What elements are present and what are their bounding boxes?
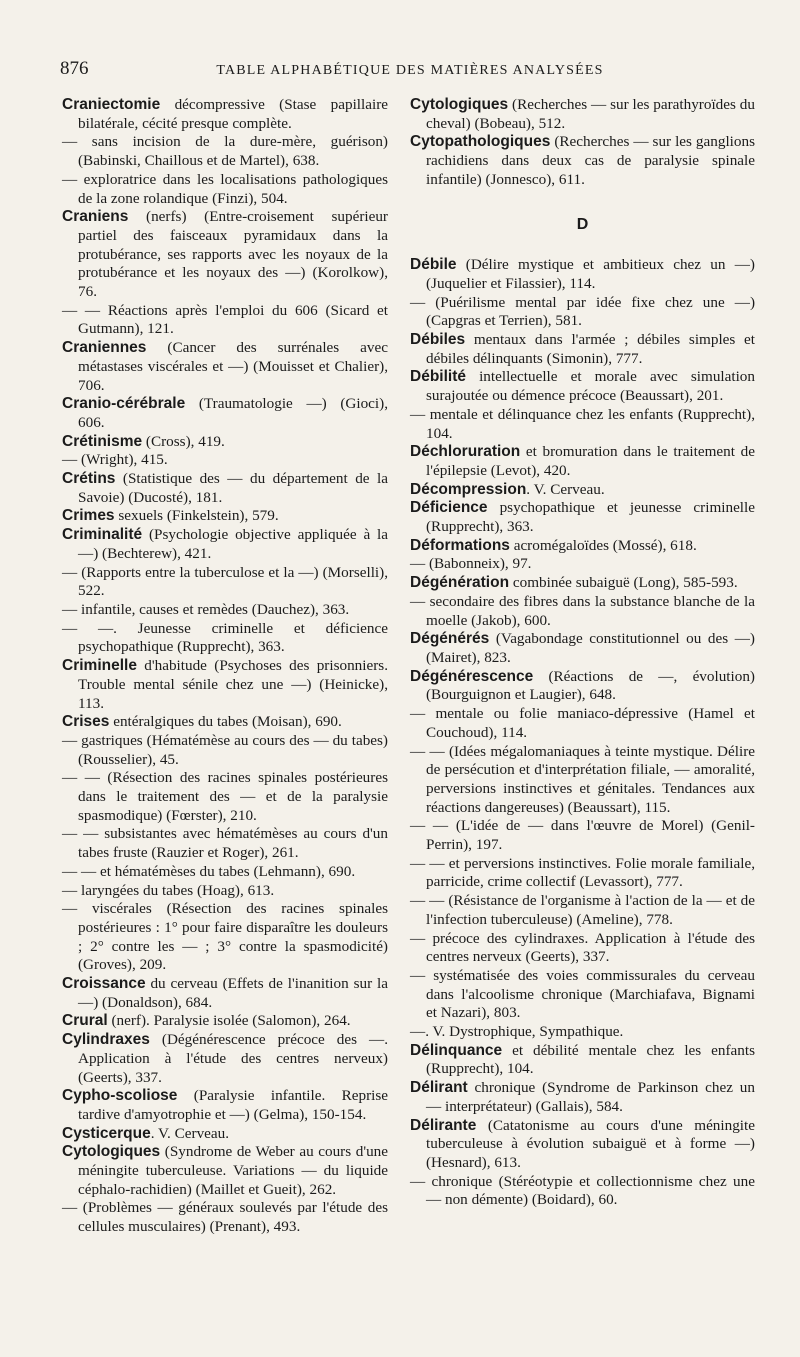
entry-text: (Réactions de —, évolution) (Bourguignon et Laugier), 648.: [426, 667, 755, 704]
entry-headword: Décompression: [410, 480, 527, 498]
index-entry: [62, 732, 388, 769]
entry-headword: Dégénérescence: [410, 667, 534, 685]
index-entry: [62, 769, 388, 825]
entry-text: — (Wright), 415.: [62, 451, 168, 469]
running-title: TABLE ALPHABÉTIQUE DES MATIÈRES ANALYSÉES: [216, 63, 604, 78]
entry-headword: Crimes: [62, 507, 115, 525]
entry-headword: Crétinisme: [62, 432, 143, 450]
entry-text: sexuels (Finkelstein), 579.: [114, 507, 279, 525]
index-entry: [410, 668, 755, 705]
index-entry: [410, 967, 755, 1023]
entry-text: entéralgiques du tabes (Moisan), 690.: [109, 713, 342, 731]
entry-text: (nerfs) (Entre-croisement supérieur partiel des faisceaux pyramidaux dans la protubérance, ses rapports avec les noyaux de la protubérance et les noyaux des —) (Korolkow), 76.: [78, 208, 388, 301]
entry-text: décompressive (Stase papillaire bilatérale, cécité presque complète.: [78, 96, 388, 132]
entry-headword: Craniennes: [62, 339, 147, 357]
index-entry: [62, 601, 388, 620]
index-entry: [62, 96, 388, 133]
entry-text: — (Rapports entre la tuberculose et la —) (Morselli), 522.: [62, 563, 388, 600]
entry-text: — mentale ou folie maniaco-dépressive (Hamel et Couchoud), 114.: [410, 705, 755, 741]
entry-headword: Craniectomie: [62, 96, 161, 113]
entry-text: (Vagabondage constitutionnel ou des —) (Mairet), 823.: [426, 630, 755, 666]
index-entry: [410, 331, 755, 368]
entry-text: — (Problèmes — généraux soulevés par l'étude des cellules musculaires) (Prenant), 493.: [62, 1199, 388, 1236]
entry-text: chronique (Syndrome de Parkinson chez un — interprétateur) (Gallais), 584.: [426, 1079, 755, 1115]
index-entry: [62, 863, 388, 882]
entry-text: (Psychologie objective appliquée à la —) (Bechterew), 421.: [78, 526, 388, 562]
entry-text: (Catatonisme au cours d'une méningite tuberculeuse à évolution subaiguë et à forme —) (Hesnard), 613.: [426, 1116, 755, 1171]
right-column-bottom-entries: [410, 256, 755, 1210]
index-entry: [62, 825, 388, 862]
entry-headword: Croissance: [62, 975, 146, 993]
entry-headword: Cylindraxes: [62, 1031, 150, 1049]
entry-text: (Recherches — sur les ganglions rachidiens dans deux cas de paralysie spinale infantile) (Jonnesco), 611.: [426, 133, 755, 188]
entry-headword: Délinquance: [410, 1041, 503, 1059]
entry-text: — — et hématémèses du tabes (Lehmann), 690.: [62, 862, 356, 880]
entry-headword: Cytologiques: [410, 96, 509, 113]
index-entry: [62, 470, 388, 507]
entry-text: — — (L'idée de — dans l'œuvre de Morel) (Genil-Perrin), 197.: [410, 817, 755, 854]
entry-text: (Syndrome de Weber au cours d'une méningite tuberculeuse. Variations — du liquide céphalo-rachidien) (Maillet et Gueit), 262.: [78, 1143, 388, 1198]
entry-text: intellectuelle et morale avec simulation surajoutée ou démence précoce (Beaussart), 201.: [426, 368, 755, 405]
entry-text: d'habitude (Psychoses des prisonniers. Trouble mental sénile chez une —) (Heinicke), 113.: [78, 657, 388, 712]
entry-text: (Statistique des — du département de la Savoie) (Ducosté), 181.: [78, 470, 388, 506]
index-entry: [62, 713, 388, 732]
entry-text: — sans incision de la dure-mère, guérison) (Babinski, Chaillous et de Martel), 638.: [62, 133, 388, 170]
entry-headword: Déformations: [410, 536, 510, 554]
index-entry: [62, 433, 388, 452]
index-entry: [62, 339, 388, 395]
entry-headword: Cytopathologiques: [410, 133, 551, 151]
index-entry: [410, 1117, 755, 1173]
index-entry: [62, 526, 388, 563]
index-entry: [410, 555, 755, 574]
entry-text: et bromuration dans le traitement de l'épilepsie (Levot), 420.: [426, 443, 755, 479]
entry-headword: Crétins: [62, 470, 116, 488]
index-entry: [62, 564, 388, 601]
entry-text: (Recherches — sur les parathyroïdes du cheval) (Bobeau), 512.: [426, 96, 755, 132]
entry-headword: Criminalité: [62, 526, 143, 544]
entry-headword: Cytologiques: [62, 1143, 161, 1161]
index-entry: [62, 900, 388, 975]
index-entry: [410, 817, 755, 854]
entry-text: du cerveau (Effets de l'inanition sur la —) (Donaldson), 684.: [78, 975, 388, 1011]
index-entry: [62, 975, 388, 1012]
index-entry: [410, 481, 755, 500]
index-entry: [410, 96, 755, 133]
index-entry: [410, 930, 755, 967]
index-entry: [410, 499, 755, 536]
entry-headword: Débilité: [410, 368, 466, 386]
page-header: [60, 58, 750, 88]
entry-text: — secondaire des fibres dans la substance blanche de la moelle (Jakob), 600.: [410, 592, 755, 629]
index-entry: [410, 1173, 755, 1210]
index-entry: [62, 208, 388, 302]
index-entry: [62, 171, 388, 208]
index-entry: [62, 1031, 388, 1087]
entry-text: (nerf). Paralysie isolée (Salomon), 264.: [107, 1012, 351, 1030]
page-number: 876: [60, 58, 89, 79]
index-entry: [62, 1012, 388, 1031]
entry-headword: Débile: [410, 256, 457, 274]
entry-text: mentaux dans l'armée ; débiles simples et débiles délinquants (Simonin), 777.: [426, 331, 755, 367]
index-entry: [62, 1199, 388, 1236]
index-entry: [62, 1125, 388, 1144]
index-entry: [410, 1023, 755, 1042]
index-entry: [62, 133, 388, 170]
entry-headword: Délirant: [410, 1079, 468, 1097]
entry-headword: Crural: [62, 1012, 108, 1030]
index-entry: [410, 443, 755, 480]
right-column-top-entries: [410, 96, 755, 190]
entry-headword: Criminelle: [62, 657, 137, 675]
index-entry: [410, 855, 755, 892]
index-entry: [62, 507, 388, 526]
index-entry: [410, 294, 755, 331]
entry-headword: Cysticerque: [62, 1124, 151, 1142]
entry-text: — précoce des cylindraxes. Application à l'étude des centres nerveux (Geerts), 337.: [410, 929, 755, 966]
entry-text: — — (Résistance de l'organisme à l'action de la — et de l'infection tuberculeuse) (Ameline), 778.: [410, 892, 755, 928]
index-entry: [410, 743, 755, 818]
entry-text: acromégaloïdes (Mossé), 618.: [509, 536, 697, 554]
entry-headword: Craniens: [62, 208, 129, 226]
section-letter: D: [576, 215, 589, 233]
entry-text: — (Puérilisme mental par idée fixe chez une —) (Capgras et Terrien), 581.: [410, 293, 755, 330]
index-entry: [410, 1042, 755, 1079]
entry-headword: Dégénérés: [410, 630, 490, 648]
entry-text: — — et perversions instinctives. Folie morale familiale, parricide, crime collectif (Levassort), 777.: [410, 854, 755, 891]
entry-text: — laryngées du tabes (Hoag), 613.: [62, 881, 275, 899]
entry-text: (Traumatologie —) (Gioci), 606.: [78, 395, 388, 431]
index-entry: [410, 593, 755, 630]
entry-text: (Paralysie infantile. Reprise tardive d'amyotrophie et —) (Gelma), 150-154.: [78, 1087, 388, 1123]
index-entry: [62, 1143, 388, 1199]
entry-text: — — (Idées mégalomaniaques à teinte mystique. Délire de persécution et d'interprétation filiale, — amoralité, perversions instinctives et génitales. Tendances aux réactions dangereuses) (Beaussart), 115.: [410, 742, 755, 816]
entry-text: — chronique (Stéréotypie et collectionnisme chez une — non démente) (Boidard), 60.: [410, 1172, 755, 1209]
index-entry: [62, 1087, 388, 1124]
entry-headword: Cypho-scoliose: [62, 1087, 178, 1105]
entry-text: — (Babonneix), 97.: [410, 555, 532, 573]
index-entry: [62, 302, 388, 339]
entry-text: — viscérales (Résection des racines spinales postérieures : 1° pour faire disparaître les douleurs ; 2° contre les — ; 3° contre la spasmodicité) (Groves), 209.: [62, 900, 388, 974]
index-entry: [410, 537, 755, 556]
index-entry: [410, 574, 755, 593]
index-entry: [410, 133, 755, 189]
index-entry: [410, 892, 755, 929]
index-entry: [410, 368, 755, 405]
entry-text: — — (Résection des racines spinales postérieures dans le traitement des — et de la paralysie spasmodique) (Fœrster), 210.: [62, 769, 388, 824]
index-entry: [410, 256, 755, 293]
entry-text: (Dégénérescence précoce des —. Application à l'étude des centres nerveux) (Geerts), 337.: [78, 1031, 388, 1086]
entry-text: et débilité mentale chez les enfants (Rupprecht), 104.: [426, 1041, 755, 1078]
left-column: [62, 96, 388, 1237]
entry-text: combinée subaiguë (Long), 585-593.: [509, 574, 738, 592]
index-entry: [62, 451, 388, 470]
entry-text: — — Réactions après l'emploi du 606 (Sicard et Gutmann), 121.: [62, 301, 388, 338]
index-entry: [62, 395, 388, 432]
index-entry: [62, 657, 388, 713]
entry-text: —. V. Dystrophique, Sympathique.: [410, 1023, 624, 1041]
entry-text: . V. Cerveau.: [150, 1124, 230, 1142]
entry-text: — —. Jeunesse criminelle et déficience psychopathique (Rupprecht), 363.: [62, 619, 388, 656]
entry-text: — gastriques (Hématémèse au cours des — du tabes) (Rousselier), 45.: [62, 731, 388, 768]
index-entry: [410, 630, 755, 667]
entry-headword: Déchloruration: [410, 443, 521, 461]
entry-headword: Cranio-cérébrale: [62, 395, 186, 413]
entry-text: — — subsistantes avec hématémèses au cours d'un tabes fruste (Rauzier et Roger), 261.: [62, 825, 388, 862]
index-entry: [410, 406, 755, 443]
index-entry: [62, 620, 388, 657]
entry-headword: Débiles: [410, 331, 466, 349]
entry-text: . V. Cerveau.: [526, 480, 605, 498]
entry-text: — systématisée des voies commissurales du cerveau dans l'alcoolisme chronique (Marchiafava, Bignami et Nazari), 803.: [410, 966, 755, 1022]
entry-headword: Déficience: [410, 499, 488, 517]
entry-text: — mentale et délinquance chez les enfants (Rupprecht), 104.: [410, 405, 755, 442]
entry-headword: Dégénération: [410, 574, 510, 592]
entry-text: — exploratrice dans les localisations pathologiques de la zone rolandique (Finzi), 504.: [62, 170, 388, 207]
entry-headword: Crises: [62, 713, 110, 731]
right-column: [410, 96, 755, 1210]
entry-text: (Délire mystique et ambitieux chez un —) (Juquelier et Filassier), 114.: [426, 256, 755, 292]
index-entry: [410, 705, 755, 742]
index-entry: [62, 882, 388, 901]
entry-text: (Cross), 419.: [142, 432, 225, 450]
entry-headword: Délirante: [410, 1116, 477, 1134]
entry-text: psychopathique et jeunesse criminelle (Rupprecht), 363.: [426, 499, 755, 536]
entry-text: (Cancer des surrénales avec métastases viscérales et —) (Mouisset et Chalier), 706.: [78, 339, 388, 394]
entry-text: — infantile, causes et remèdes (Dauchez), 363.: [62, 600, 350, 618]
index-entry: [410, 1079, 755, 1116]
